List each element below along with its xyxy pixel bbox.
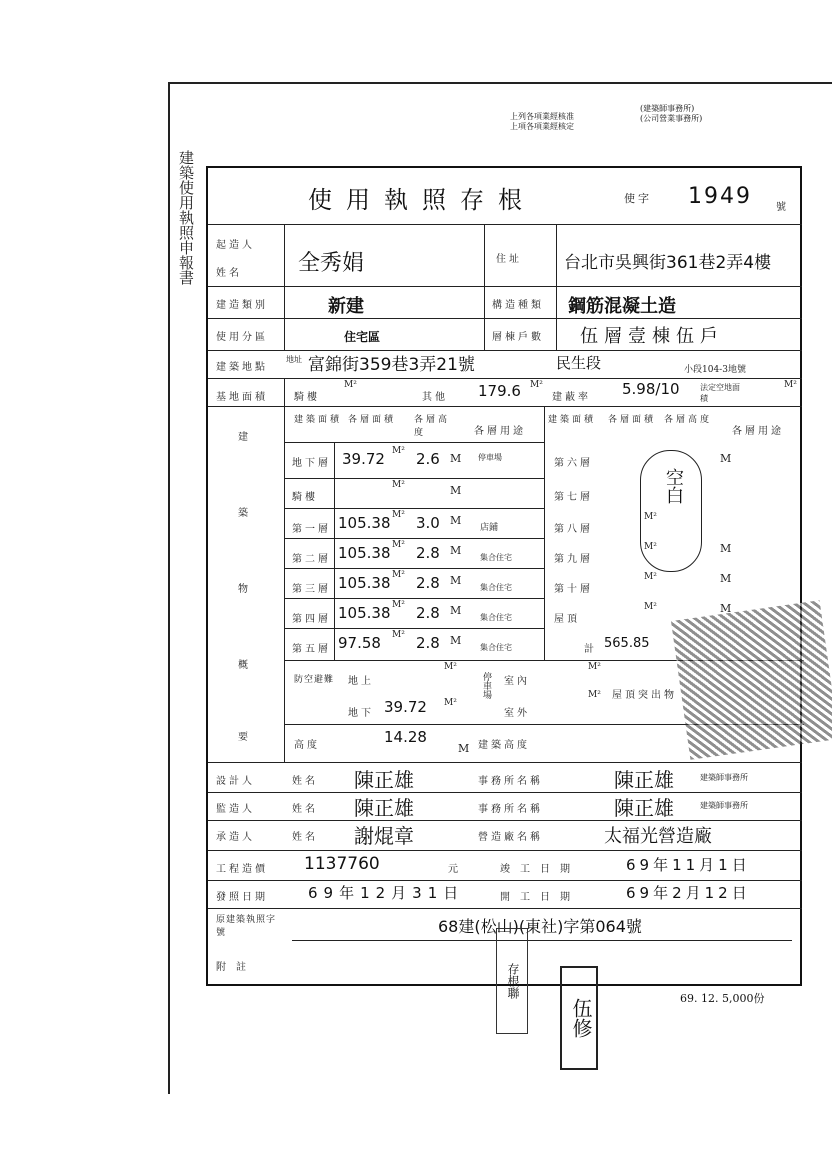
supervisor-office: 陳正雄 [614,796,674,820]
label-site-area: 基地面積 [216,392,268,403]
unit: M [450,604,462,617]
label-issue-date: 發照日期 [216,892,268,903]
floor-area: 105.38 [338,604,391,622]
top-stamp-right: (建築師事務所) (公司營業事務所) [640,104,703,123]
stamp-char-2: 修 [569,1018,593,1038]
unit: M [450,452,462,465]
floor-name: 第五層 [292,644,331,655]
title-number: 1949 [688,184,752,209]
unit: M² [444,662,457,672]
floor-height: 2.8 [416,634,440,652]
title-prefix: 使字 [624,192,652,205]
floor-use: 集合住宅 [480,583,512,592]
stamp-char-1: 伍 [569,998,593,1018]
unit: M² [392,480,405,490]
unit: M² [588,662,601,672]
unit: M² [392,570,405,580]
total-area: 565.85 [604,636,650,651]
label-units: 層棟戶數 [492,332,544,343]
side-label-5: 要 [238,732,251,743]
unit: M² [392,600,405,610]
label-supervisor-office: 事務所名稱 [478,804,543,815]
hdr-floor-area-right: 各層面積 [608,415,657,425]
floor-use: 店鋪 [480,523,499,533]
location-lot: 小段104-3地號 [684,365,746,375]
coverage-value: 5.98/10 [622,380,680,398]
label-indoor: 室內 [504,676,530,687]
supervisor-office-suffix: 建築師事務所 [700,801,748,810]
label-contractor-office: 營造廠名稱 [478,832,543,843]
floor-use: 停車場 [478,453,502,462]
label-below-ground: 地下 [348,708,374,719]
label-contractor-name: 姓名 [292,832,318,843]
unit: M [450,574,462,587]
label-supervisor-name: 姓名 [292,804,318,815]
completion-date: 69年11月1日 [626,856,751,874]
location-address: 富錦街359巷3弄21號 [308,355,475,375]
label-builder-name: 姓名 [216,268,242,279]
label-permit-number: 原建築執照字號 [216,915,277,938]
hdr-floor-area: 各層面積 [348,415,397,425]
unit: M [450,484,462,497]
zoning-value: 住宅區 [344,330,381,344]
unit: M [450,544,462,557]
floor-name: 第四層 [292,614,331,625]
contractor-name: 謝焜章 [354,824,414,848]
label-designer-name: 姓名 [292,776,318,787]
floor-area: 105.38 [338,574,391,592]
label-roof-structure: 屋頂突出物 [612,690,677,701]
designer-office: 陳正雄 [614,768,674,792]
floor-name: 第七層 [554,492,593,503]
title-suffix: 號 [776,202,789,213]
unit: M² [644,572,657,582]
hdr-floor-use: 各層用途 [474,426,526,437]
structure-type: 鋼筋混凝土造 [568,296,676,317]
floor-height: 2.6 [416,450,440,468]
height-value: 14.28 [384,728,427,746]
start-date: 69年2月12日 [626,884,751,902]
label-height: 高度 [294,740,320,751]
label-build-type: 建造類別 [216,300,268,311]
unit: M [720,572,732,585]
build-type: 新建 [328,296,364,317]
floor-name: 第十層 [554,584,593,595]
floor-name: 屋頂 [554,614,580,625]
floor-name: 第六層 [554,458,593,469]
floor-height: 2.8 [416,604,440,622]
label-address: 住址 [496,254,522,265]
shelter-below: 39.72 [384,698,427,716]
floor-area: 39.72 [342,450,385,468]
label-designer-office: 事務所名稱 [478,776,543,787]
floor-use: 集合住宅 [480,553,512,562]
floor-height: 3.0 [416,514,440,532]
unit: M² [588,690,601,700]
top-stamp-left: 上列各項業經核准 上項各項業經核定 [510,112,574,131]
unit: M² [392,446,405,456]
floor-height: 2.8 [416,574,440,592]
label-location: 建築地點 [216,362,268,373]
label-start-date: 開工日期 [500,892,580,903]
floor-name: 第二層 [292,554,331,565]
designer-name: 陳正雄 [354,768,414,792]
label-other: 其他 [422,392,448,403]
unit: M [720,602,732,615]
builder-name: 全秀娟 [298,251,365,276]
unit: M [450,514,462,527]
label-completion-date: 竣工日期 [500,864,580,875]
floor-name: 第一層 [292,524,331,535]
unit: M² [644,602,657,612]
designer-office-suffix: 建築師事務所 [700,773,748,782]
side-label-2: 築 [238,508,251,519]
floor-name: 地下層 [292,458,331,469]
oval-mark [640,450,702,572]
unit: M² [392,630,405,640]
label-arcade: 騎樓 [294,392,320,403]
unit: M² [644,512,657,522]
form-title: 使用執照存根 [308,186,536,214]
hdr-build-area: 建築面積 [294,415,343,425]
unit: M² [444,698,457,708]
hdr-floor-height-right: 各層高度 [664,415,713,425]
floor-use: 集合住宅 [480,643,512,652]
arcade-unit: M² [344,380,357,390]
location-district: 民生段 [556,354,602,372]
permit-form [206,166,802,986]
unit: M² [392,510,405,520]
open-unit: M² [784,380,797,390]
floor-name: 第三層 [292,584,331,595]
floor-area: 105.38 [338,514,391,532]
unit: M² [392,540,405,550]
label-parking: 停車場 [481,672,491,699]
issue-date: 69年12月31日 [308,884,465,902]
vertical-stamp: 存根聯 [496,928,528,1034]
floor-area: 105.38 [338,544,391,562]
label-structure: 構造種類 [492,300,544,311]
floor-name: 第八層 [554,524,593,535]
permit-number: 68建(松山)(東社)字第064號 [438,917,642,936]
other-area: 179.6 [478,382,521,400]
footer-print-note: 69. 12. 5,000份 [680,992,765,1005]
unit: M² [644,542,657,552]
supervisor-name: 陳正雄 [354,796,414,820]
contractor-office: 太福光營造廠 [604,826,712,847]
label-above-ground: 地上 [348,676,374,687]
label-open-space: 法定空地面積 [700,383,740,403]
floor-height: 2.8 [416,544,440,562]
label-attachment: 附註 [216,962,256,973]
label-supervisor: 監造人 [216,804,255,815]
unit: M [458,742,470,755]
unit: M [450,634,462,647]
floor-name: 第九層 [554,554,593,565]
label-builder: 起造人 [216,240,255,251]
label-outdoor: 室外 [504,708,530,719]
blank-mark: 空白 [663,468,684,504]
official-seal-smudge [671,600,832,760]
other-unit: M² [530,380,543,390]
label-zoning: 使用分區 [216,332,268,343]
bottom-stamp-1 [560,966,598,1070]
side-label-3: 物 [238,584,251,595]
label-cost: 工程造價 [216,864,268,875]
label-contractor: 承造人 [216,832,255,843]
cost-value: 1137760 [304,854,380,874]
unit: M [720,452,732,465]
hdr-build-area-right: 建築面積 [548,415,597,425]
label-designer: 設計人 [216,776,255,787]
floor-name: 計 [584,644,597,655]
cost-unit: 元 [448,864,461,875]
sidebar-text: 建築使用執照申報書 [177,150,195,285]
hdr-floor-height: 各層高度 [414,415,451,438]
label-building-height: 建築高度 [478,740,530,751]
builder-address: 台北市吳興街361巷2弄4樓 [564,253,772,273]
hdr-floor-use-right: 各層用途 [732,426,784,437]
label-coverage: 建蔽率 [552,392,591,403]
floor-name: 騎樓 [292,492,318,503]
units-value: 伍層壹棟伍戶 [580,326,724,347]
label-location-address: 地址 [286,355,302,364]
floor-use: 集合住宅 [480,613,512,622]
label-shelter: 防空避難 [294,675,335,685]
unit: M [720,542,732,555]
floor-area: 97.58 [338,634,381,652]
side-label-4: 概 [238,660,251,671]
side-label-1: 建 [238,432,251,443]
